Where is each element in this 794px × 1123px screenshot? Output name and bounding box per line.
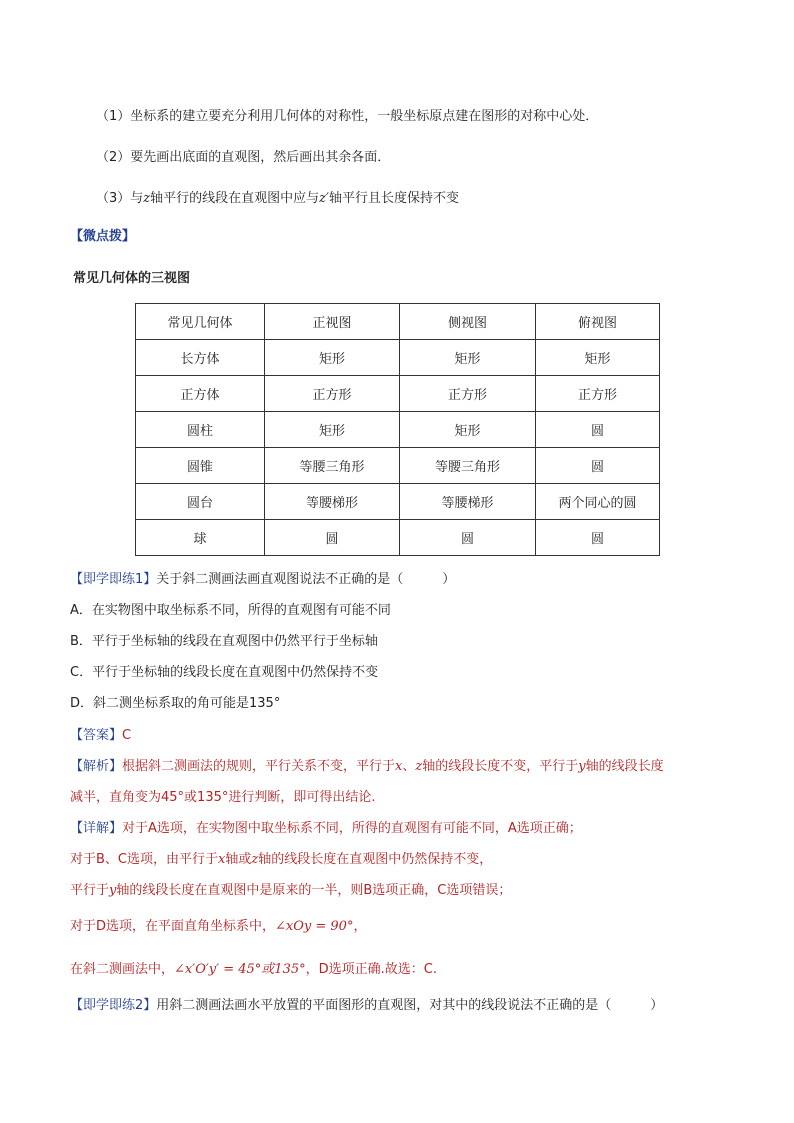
note-3-text-b: 轴平行的线段在直观图中应与	[150, 191, 320, 206]
table-cell: 圆	[265, 520, 400, 556]
q1-detail-line-2	[70, 851, 492, 869]
q1-analysis-line-2: 减半，直角变为45°或135°进行判断，即可得出结论.	[70, 790, 376, 805]
q1-option-b: B．平行于坐标轴的线段在直观图中仍然平行于坐标轴	[70, 634, 378, 649]
table-cell: 矩形	[265, 412, 400, 448]
table-cell: 圆	[536, 448, 660, 484]
detail-text: 轴的线段长度在直观图中仍然保持不变，	[258, 852, 493, 867]
q1-option-d: D．斜二测坐标系取的角可能是135°	[70, 696, 281, 711]
detail-text: 轴的线段长度在直观图中是原来的一半，则B选项正确，C选项错误；	[116, 883, 512, 898]
table-row	[136, 412, 660, 448]
analysis-text: 、	[402, 759, 416, 774]
var-y: y	[578, 759, 586, 774]
table-cell: 长方体	[136, 340, 265, 376]
table-row	[136, 340, 660, 376]
var-z: z	[143, 191, 151, 206]
q1-tag: 【即学即练1】	[70, 572, 157, 587]
table-cell: 圆锥	[136, 448, 265, 484]
q1-stem-line	[70, 571, 455, 589]
q1-detail-line-5	[70, 961, 437, 979]
detail-text: 平行于	[70, 883, 110, 898]
var-z: z	[251, 852, 259, 867]
table-cell: 正方体	[136, 376, 265, 412]
q1-stem: 关于斜二测画法画直观图说法不正确的是（ ）	[156, 572, 456, 587]
q1-detail-line-4	[70, 918, 366, 936]
analysis-text: 根据斜二测画法的规则，平行关系不变，平行于	[122, 759, 396, 774]
detail-text: 对于A选项，在实物图中取坐标系不同，所得的直观图有可能不同，A选项正确；	[122, 821, 582, 836]
q1-detail-line-3	[70, 882, 511, 900]
note-3-text-c: 轴平行且长度保持不变	[328, 191, 459, 206]
table-cell: 矩形	[536, 340, 660, 376]
note-3-text-a: （3）与	[96, 191, 144, 206]
table-header-cell: 常见几何体	[136, 304, 265, 340]
angle-xoy: ∠xOy = 90°	[275, 919, 354, 934]
table-cell: 圆柱	[136, 412, 265, 448]
q2-stem-line	[70, 997, 663, 1015]
detail-text: ，	[353, 919, 367, 934]
note-1: （1）坐标系的建立要充分利用几何体的对称性，一般坐标原点建在图形的对称中心处．	[96, 109, 599, 124]
table-cell: 矩形	[400, 412, 536, 448]
table-cell: 矩形	[400, 340, 536, 376]
answer-value: C	[122, 728, 132, 743]
micro-tag: 【微点拨】	[70, 229, 136, 244]
analysis-tag: 【解析】	[70, 759, 123, 774]
table-cell: 正方形	[400, 376, 536, 412]
detail-tag: 【详解】	[70, 821, 123, 836]
table-cell: 正方形	[265, 376, 400, 412]
var-y: y	[109, 883, 117, 898]
q2-tag: 【即学即练2】	[70, 998, 157, 1013]
analysis-text: 轴的线段长度不变，平行于	[422, 759, 579, 774]
q1-analysis-line-1	[70, 758, 664, 776]
var-z: z	[415, 759, 423, 774]
q1-option-c: C．平行于坐标轴的线段长度在直观图中仍然保持不变	[70, 665, 379, 680]
note-2: （2）要先画出底面的直观图，然后画出其余各面．	[96, 150, 391, 165]
analysis-text: 轴的线段长度	[585, 759, 664, 774]
detail-text: 对于D选项，在平面直角坐标系中，	[70, 919, 276, 934]
table-cell: 等腰三角形	[400, 448, 536, 484]
table-header-row	[136, 304, 660, 340]
table-cell: 两个同心的圆	[536, 484, 660, 520]
table-title: 常见几何体的三视图	[73, 271, 191, 286]
table-cell: 等腰三角形	[265, 448, 400, 484]
note-3	[96, 190, 459, 208]
table-cell: 圆	[400, 520, 536, 556]
detail-text: 在斜二测画法中，	[70, 962, 175, 977]
table-header-cell: 正视图	[265, 304, 400, 340]
q2-stem: 用斜二测画法画水平放置的平面图形的直观图，对其中的线段说法不正确的是（ ）	[156, 998, 664, 1013]
table-cell: 圆	[536, 412, 660, 448]
table-cell: 圆台	[136, 484, 265, 520]
table-header-cell: 侧视图	[400, 304, 536, 340]
table-row	[136, 484, 660, 520]
detail-text: ，D选项正确.故选：C.	[305, 962, 437, 977]
three-views-table	[135, 303, 660, 556]
table-cell: 等腰梯形	[265, 484, 400, 520]
table-row	[136, 520, 660, 556]
table-cell: 圆	[536, 520, 660, 556]
q1-detail-line-1	[70, 820, 582, 838]
var-x: x	[218, 852, 226, 867]
q1-answer-line	[70, 727, 131, 745]
table-cell: 等腰梯形	[400, 484, 536, 520]
table-row	[136, 448, 660, 484]
table-cell: 正方形	[536, 376, 660, 412]
detail-text: 轴或	[225, 852, 252, 867]
angle-xoy-prime: ∠x′O′y′ = 45°或135°	[174, 962, 306, 977]
table-cell: 球	[136, 520, 265, 556]
table-header-cell: 俯视图	[536, 304, 660, 340]
q1-option-a: A．在实物图中取坐标系不同，所得的直观图有可能不同	[70, 603, 391, 618]
detail-text: 对于B、C选项，由平行于	[70, 852, 218, 867]
table-row	[136, 376, 660, 412]
table-cell: 矩形	[265, 340, 400, 376]
answer-tag: 【答案】	[70, 728, 123, 743]
var-x: x	[395, 759, 403, 774]
var-z-prime: z′	[319, 191, 329, 206]
